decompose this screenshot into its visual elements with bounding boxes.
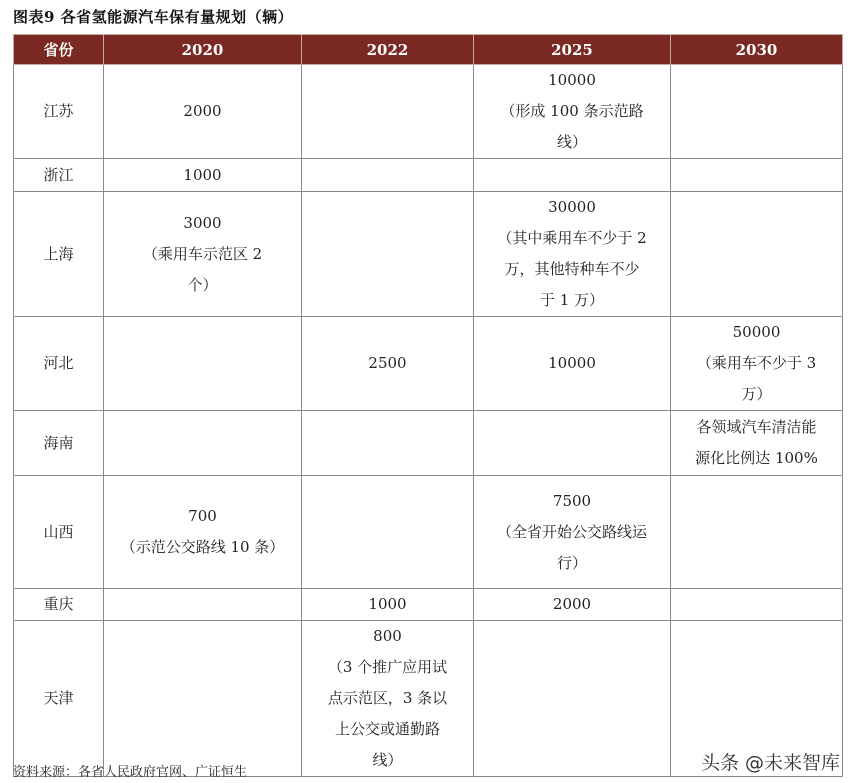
value-cell bbox=[474, 411, 671, 476]
value-cell: 2000 bbox=[474, 589, 671, 621]
header-2022: 2022 bbox=[302, 35, 474, 65]
province-cell: 天津 bbox=[14, 621, 104, 777]
header-2030: 2030 bbox=[671, 35, 843, 65]
header-2025: 2025 bbox=[474, 35, 671, 65]
source-note: 资料来源：各省人民政府官网、广证恒生 bbox=[13, 765, 248, 780]
table-row bbox=[14, 589, 843, 621]
province-cell: 海南 bbox=[14, 411, 104, 476]
header-2020: 2020 bbox=[104, 35, 302, 65]
value-cell: 50000 （乘用车不少于 3 万） bbox=[671, 317, 843, 411]
value-cell: 10000 bbox=[474, 317, 671, 411]
value-cell: 7500 （全省开始公交路线运 行） bbox=[474, 476, 671, 589]
table-header-row bbox=[14, 35, 843, 65]
value-cell bbox=[671, 476, 843, 589]
header-province: 省份 bbox=[14, 35, 104, 65]
value-cell bbox=[302, 192, 474, 317]
figure-title: 图表9 各省氢能源汽车保有量规划（辆） bbox=[13, 8, 294, 26]
value-cell bbox=[302, 65, 474, 159]
value-cell: 各领域汽车清洁能 源化比例达 100% bbox=[671, 411, 843, 476]
value-cell: 2500 bbox=[302, 317, 474, 411]
value-cell bbox=[104, 411, 302, 476]
value-cell bbox=[302, 411, 474, 476]
value-cell: 1000 bbox=[104, 159, 302, 192]
value-cell bbox=[671, 192, 843, 317]
value-cell bbox=[474, 159, 671, 192]
value-cell bbox=[104, 589, 302, 621]
value-cell bbox=[474, 621, 671, 777]
value-cell bbox=[671, 589, 843, 621]
table-row bbox=[14, 476, 843, 589]
table-row bbox=[14, 411, 843, 476]
value-cell: 3000 （乘用车示范区 2 个） bbox=[104, 192, 302, 317]
value-cell bbox=[302, 159, 474, 192]
table-row bbox=[14, 65, 843, 159]
value-cell bbox=[671, 65, 843, 159]
value-cell bbox=[671, 159, 843, 192]
province-cell: 重庆 bbox=[14, 589, 104, 621]
value-cell: 30000 （其中乘用车不少于 2 万，其他特种车不少 于 1 万） bbox=[474, 192, 671, 317]
value-cell: 1000 bbox=[302, 589, 474, 621]
value-cell bbox=[104, 621, 302, 777]
province-cell: 浙江 bbox=[14, 159, 104, 192]
province-cell: 上海 bbox=[14, 192, 104, 317]
hydrogen-vehicle-plan-table bbox=[13, 34, 843, 777]
value-cell bbox=[302, 476, 474, 589]
province-cell: 河北 bbox=[14, 317, 104, 411]
value-cell: 10000 （形成 100 条示范路 线） bbox=[474, 65, 671, 159]
province-cell: 江苏 bbox=[14, 65, 104, 159]
province-cell: 山西 bbox=[14, 476, 104, 589]
value-cell: 800 （3 个推广应用试 点示范区，3 条以 上公交或通勤路 线） bbox=[302, 621, 474, 777]
table-row bbox=[14, 159, 843, 192]
value-cell: 700 （示范公交路线 10 条） bbox=[104, 476, 302, 589]
value-cell bbox=[104, 317, 302, 411]
value-cell: 2000 bbox=[104, 65, 302, 159]
watermark: 头条 @未来智库 bbox=[700, 752, 840, 774]
table-row bbox=[14, 317, 843, 411]
table-row bbox=[14, 192, 843, 317]
